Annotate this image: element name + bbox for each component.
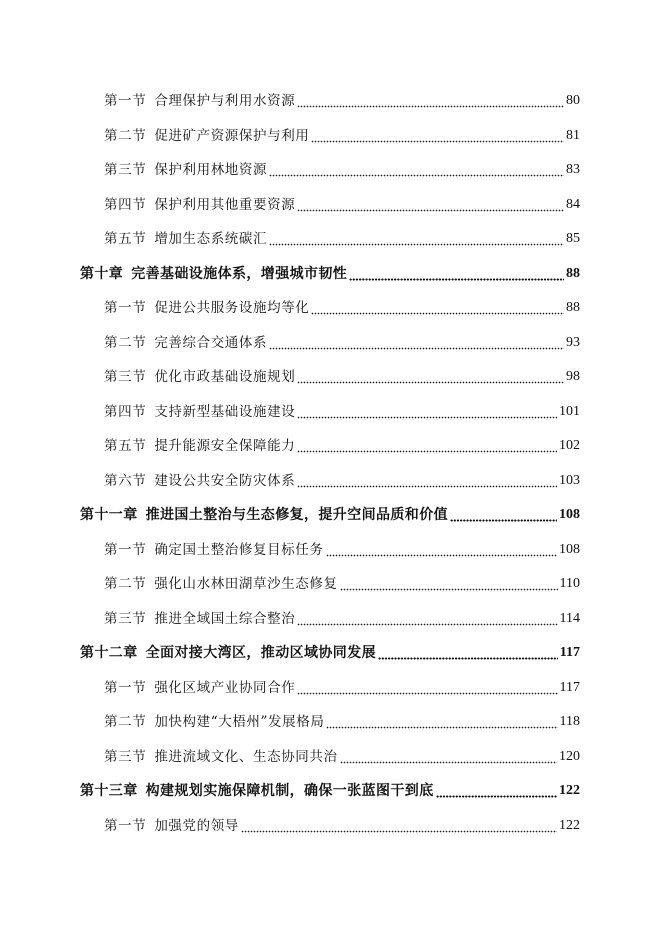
toc-entry-label [104, 299, 309, 317]
dot-leader [297, 403, 557, 421]
toc-chapter-entry[interactable] [0, 776, 662, 800]
chapter-title: 完善基础设施体系，增强城市韧性 [131, 265, 348, 282]
section-title: 优化市政基础设施规划 [154, 369, 296, 385]
toc-chapter-entry[interactable] [0, 638, 662, 662]
toc-entry-label [104, 368, 295, 386]
toc-entry-label [104, 610, 295, 628]
dot-leader [297, 610, 557, 628]
section-number: 第五节 [104, 231, 147, 247]
section-number: 第三节 [104, 748, 147, 765]
section-number: 第二节 [104, 127, 147, 144]
page-number: 83 [566, 162, 580, 177]
toc-entry-label [104, 196, 295, 214]
dot-leader [297, 472, 557, 490]
toc-section-entry[interactable] [0, 86, 662, 110]
chapter-title: 构建规划实施保障机制，确保一张蓝图干到底 [145, 783, 434, 799]
page-number: 108 [559, 507, 580, 522]
page-number: 108 [559, 541, 580, 557]
dot-leader [311, 127, 564, 145]
toc-entry-label [104, 713, 324, 731]
section-title: 增加生态系统碳汇 [154, 231, 268, 247]
dot-leader [450, 506, 557, 524]
page-number: 80 [566, 93, 580, 108]
page-number: 101 [559, 403, 580, 419]
page-number: 122 [559, 783, 580, 798]
page-number: 93 [566, 334, 580, 350]
dot-leader [297, 368, 564, 386]
section-title: 加强党的领导 [154, 817, 239, 834]
section-title: 确定国土整治修复目标任务 [154, 541, 324, 558]
chapter-number: 第十三章 [80, 783, 138, 799]
toc-section-entry[interactable] [0, 362, 662, 386]
section-title: 强化区域产业协同合作 [154, 679, 296, 696]
toc-entry-label [80, 782, 434, 800]
chapter-number: 第十章 [80, 265, 124, 282]
section-number: 第二节 [104, 334, 147, 351]
dot-leader [297, 679, 557, 697]
dot-leader [378, 644, 558, 662]
chapter-title: 全面对接大湾区，推动区域协同发展 [145, 645, 377, 661]
toc-section-entry[interactable] [0, 742, 662, 766]
section-number: 第四节 [104, 403, 147, 420]
section-title: 完善综合交通体系 [154, 334, 268, 351]
dot-leader [269, 334, 564, 352]
page-number: 98 [566, 369, 580, 384]
section-number: 第三节 [104, 162, 147, 178]
chapter-number: 第十一章 [80, 507, 138, 523]
page-number: 103 [559, 472, 580, 488]
section-number: 第一节 [104, 679, 147, 696]
dot-leader [326, 541, 557, 559]
toc-section-entry[interactable] [0, 121, 662, 145]
toc-section-entry[interactable] [0, 535, 662, 559]
dot-leader [311, 299, 564, 317]
dot-leader [349, 265, 564, 283]
toc-chapter-entry[interactable] [0, 259, 662, 283]
toc-entry-label [104, 92, 295, 110]
toc-entry-label [104, 472, 295, 490]
toc-section-entry[interactable] [0, 155, 662, 179]
toc-entry-label [104, 127, 309, 145]
page-number: 84 [566, 196, 580, 212]
section-number: 第三节 [104, 610, 147, 627]
section-title: 推进全域国土综合整治 [154, 610, 296, 627]
section-title: 推进流域文化、生态协同共治 [154, 748, 338, 765]
section-title: 提升能源安全保障能力 [154, 438, 296, 454]
page-number: 88 [566, 300, 580, 315]
page-number: 117 [559, 679, 580, 695]
toc-entry-label [104, 230, 267, 248]
toc-entry-label [104, 161, 267, 179]
toc-entry-label [80, 506, 448, 524]
section-title: 促进矿产资源保护与利用 [154, 127, 310, 144]
toc-entry-label [104, 403, 295, 421]
page-number: 117 [559, 645, 580, 660]
toc-section-entry[interactable] [0, 673, 662, 697]
toc-section-entry[interactable] [0, 293, 662, 317]
toc-chapter-entry[interactable] [0, 500, 662, 524]
section-number: 第一节 [104, 541, 147, 558]
page-number: 114 [559, 610, 580, 626]
chapter-number: 第十二章 [80, 645, 138, 661]
section-title: 强化山水林田湖草沙生态修复 [154, 576, 338, 592]
page-number: 81 [566, 127, 580, 143]
toc-entry-label [104, 817, 239, 835]
toc-section-entry[interactable] [0, 707, 662, 731]
section-title: 保护利用林地资源 [154, 162, 268, 178]
toc-entry-label [104, 575, 338, 593]
section-number: 第一节 [104, 817, 147, 834]
toc-entry-label [104, 334, 267, 352]
section-number: 第四节 [104, 196, 147, 213]
toc-section-entry[interactable] [0, 466, 662, 490]
dot-leader [340, 748, 557, 766]
toc-entry-label [104, 748, 338, 766]
section-title: 建设公共安全防灾体系 [154, 472, 296, 489]
dot-leader [297, 437, 557, 455]
dot-leader [326, 713, 557, 731]
toc-section-entry[interactable] [0, 190, 662, 214]
section-number: 第二节 [104, 714, 147, 730]
chapter-title: 推进国土整治与生态修复，提升空间品质和价值 [145, 507, 449, 523]
page-number: 122 [559, 817, 580, 833]
section-title: 加快构建“大梧州”发展格局 [154, 714, 325, 730]
toc-section-entry[interactable] [0, 328, 662, 352]
page-number: 88 [566, 265, 580, 281]
dot-leader [340, 575, 558, 593]
dot-leader [269, 161, 564, 179]
section-title: 合理保护与利用水资源 [154, 93, 296, 109]
toc-section-entry[interactable] [0, 431, 662, 455]
toc-section-entry[interactable] [0, 224, 662, 248]
dot-leader [297, 196, 564, 214]
dot-leader [436, 782, 557, 800]
toc-section-entry[interactable] [0, 811, 662, 835]
section-title: 支持新型基础设施建设 [154, 403, 296, 420]
section-number: 第二节 [104, 576, 147, 592]
page-number: 102 [559, 438, 580, 453]
toc-entry-label [104, 437, 295, 455]
page-number: 110 [559, 576, 580, 591]
section-title: 保护利用其他重要资源 [154, 196, 296, 213]
dot-leader [241, 817, 557, 835]
section-number: 第五节 [104, 438, 147, 454]
toc-entry-label [80, 265, 347, 283]
toc-entry-label [80, 644, 376, 662]
dot-leader [297, 92, 564, 110]
page-number: 120 [559, 748, 580, 764]
toc-entry-label [104, 679, 295, 697]
toc-section-entry[interactable] [0, 397, 662, 421]
page-number: 118 [559, 714, 580, 729]
section-number: 第一节 [104, 93, 147, 109]
section-number: 第六节 [104, 472, 147, 489]
section-number: 第一节 [104, 300, 147, 316]
page-number: 85 [566, 231, 580, 246]
section-number: 第三节 [104, 369, 147, 385]
section-title: 促进公共服务设施均等化 [154, 300, 310, 316]
toc-section-entry[interactable] [0, 569, 662, 593]
toc-entry-label [104, 541, 324, 559]
dot-leader [269, 230, 564, 248]
toc-section-entry[interactable] [0, 604, 662, 628]
